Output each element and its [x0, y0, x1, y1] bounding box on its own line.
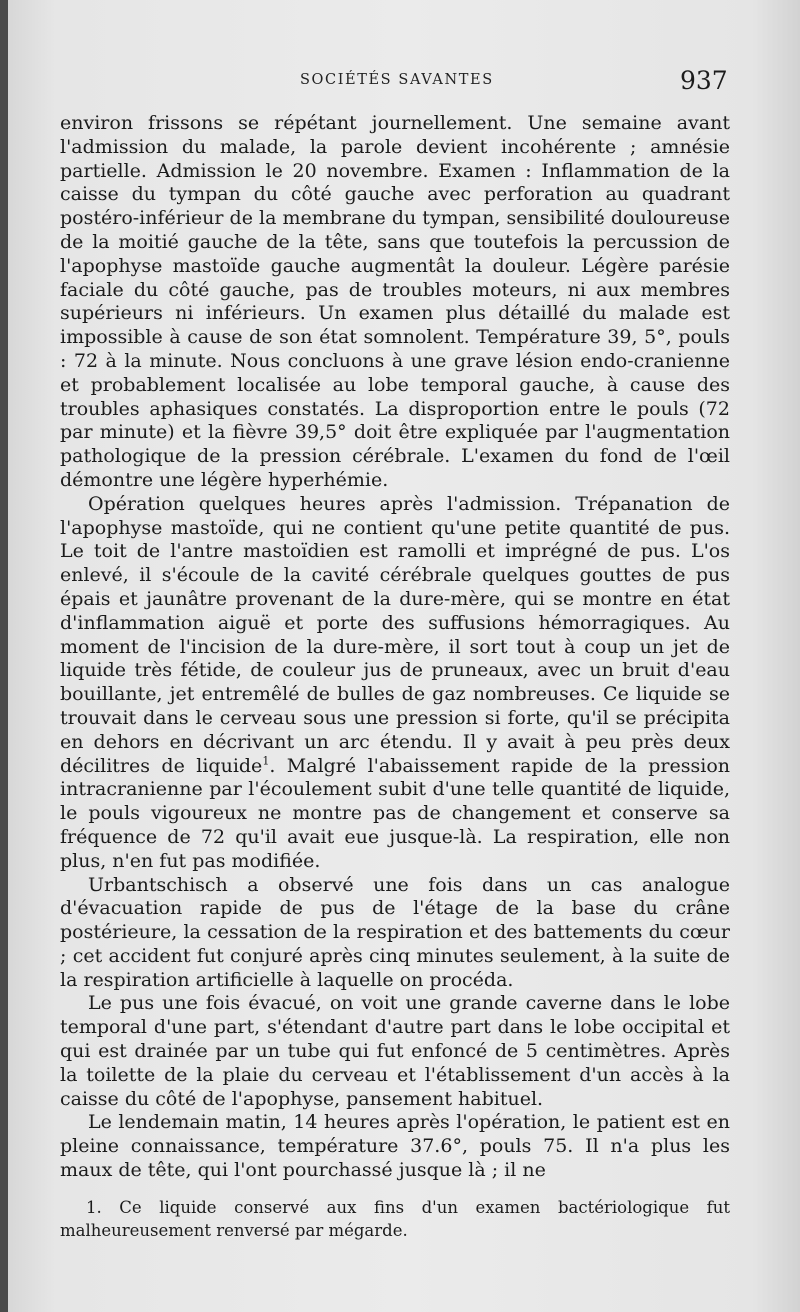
paragraph-4 [60, 992, 730, 1111]
page-gutter-shadow [0, 0, 8, 1312]
running-head [8, 68, 800, 98]
paragraph-3 [60, 874, 730, 993]
paragraph-text: Opération quelques heures après l'admission. Trépanation de l'apophyse mastoïde, qui ne contient qu'une petite quantité de pus. Le toit de l'antre mastoïdien est ramolli et imprégné de pus. L'os enlevé, il s'écoule de la cavité cérébrale quelques gouttes de pus épais et jaunâtre provenant de la dure-mère, qui se montre en état d'inflammation aiguë et porte des suffusions hémorragiques. Au moment de l'incision de la dure-mère, il sort tout à coup un jet de liquide très fétide, de couleur jus de pruneaux, avec un bruit d'eau bouillante, jet entremêlé de bulles de gaz nombreuses. Ce liquide se trouvait dans le cerveau sous une pression si forte, qu'il se précipita en dehors en décrivant un arc étendu. Il y avait à peu près deux décilitres de liquide [60, 492, 730, 777]
paragraph-text: Urbantschisch a observé une fois dans un cas analogue d'évacuation rapide de pus de l'étage de la base du crâne postérieure, la cessation de la respiration et des battements du cœur ; cet accident fut conjuré après cinq minutes seulement, à la suite de la respiration artificielle à laquelle on procéda. [60, 873, 730, 991]
body-text [60, 112, 730, 1183]
paragraph-2 [60, 493, 730, 874]
page-number: 937 [680, 66, 728, 95]
paragraph-text: environ frissons se répétant journellement. Une semaine avant l'admission du malade, la parole devient incohérente ; amnésie partielle. Admission le 20 novembre. Examen : Inflammation de la caisse du tympan du côté gauche avec perforation au quadrant postéro-inférieur de la membrane du tympan, sensibilité douloureuse de la moitié gauche de la tête, sans que toutefois la percussion de l'apophyse mastoïde gauche augmentât la douleur. Légère parésie faciale du côté gauche, pas de troubles moteurs, ni aux membres supérieurs ni inférieurs. Un examen plus détaillé du malade est impossible à cause de son état somnolent. Température 39, 5°, pouls : 72 à la minute. Nous concluons à une grave lésion endo-cranienne et probablement localisée au lobe temporal gauche, à cause des troubles aphasiques constatés. La disproportion entre le pouls (72 par minute) et la fièvre 39,5° doit être expliquée par l'augmentation pathologique de la pression cérébrale. L'examen du fond de l'œil démontre une légère hyperhémie. [60, 112, 730, 491]
footnote-text: Ce liquide conservé aux fins d'un examen bactériologique fut malheureusement renversé par mégarde. [60, 1198, 731, 1240]
paragraph-text-continued: . Malgré l'abaissement rapide de la pression intracranienne par l'écoulement subit d'une telle quantité de liquide, le pouls vigoureux ne montre pas de changement et conserve sa fréquence de 72 qu'il avait eue jusque-là. La respiration, elle non plus, n'en fut pas modifiée. [60, 754, 730, 872]
running-title: SOCIÉTÉS SAVANTES [300, 72, 494, 88]
footnote-reference: 1 [262, 754, 270, 768]
footnote-number: 1. [86, 1198, 102, 1217]
paragraph-1 [60, 112, 730, 493]
book-page [8, 0, 800, 1312]
footnote [60, 1196, 730, 1242]
paragraph-text: Le lendemain matin, 14 heures après l'opération, le patient est en pleine connaissance, température 37.6°, pouls 75. Il n'a plus les maux de tête, qui l'ont pourchassé jusque là ; il ne [60, 1111, 730, 1182]
paragraph-text: Le pus une fois évacué, on voit une grande caverne dans le lobe temporal d'une part, s'étendant d'autre part dans le lobe occipital et qui est drainée par un tube qui fut enfoncé de 5 centimètres. Après la toilette de la plaie du cerveau et l'établissement d'un accès à la caisse du côté de l'apophyse, pansement habituel. [60, 992, 730, 1110]
paragraph-5 [60, 1111, 730, 1182]
